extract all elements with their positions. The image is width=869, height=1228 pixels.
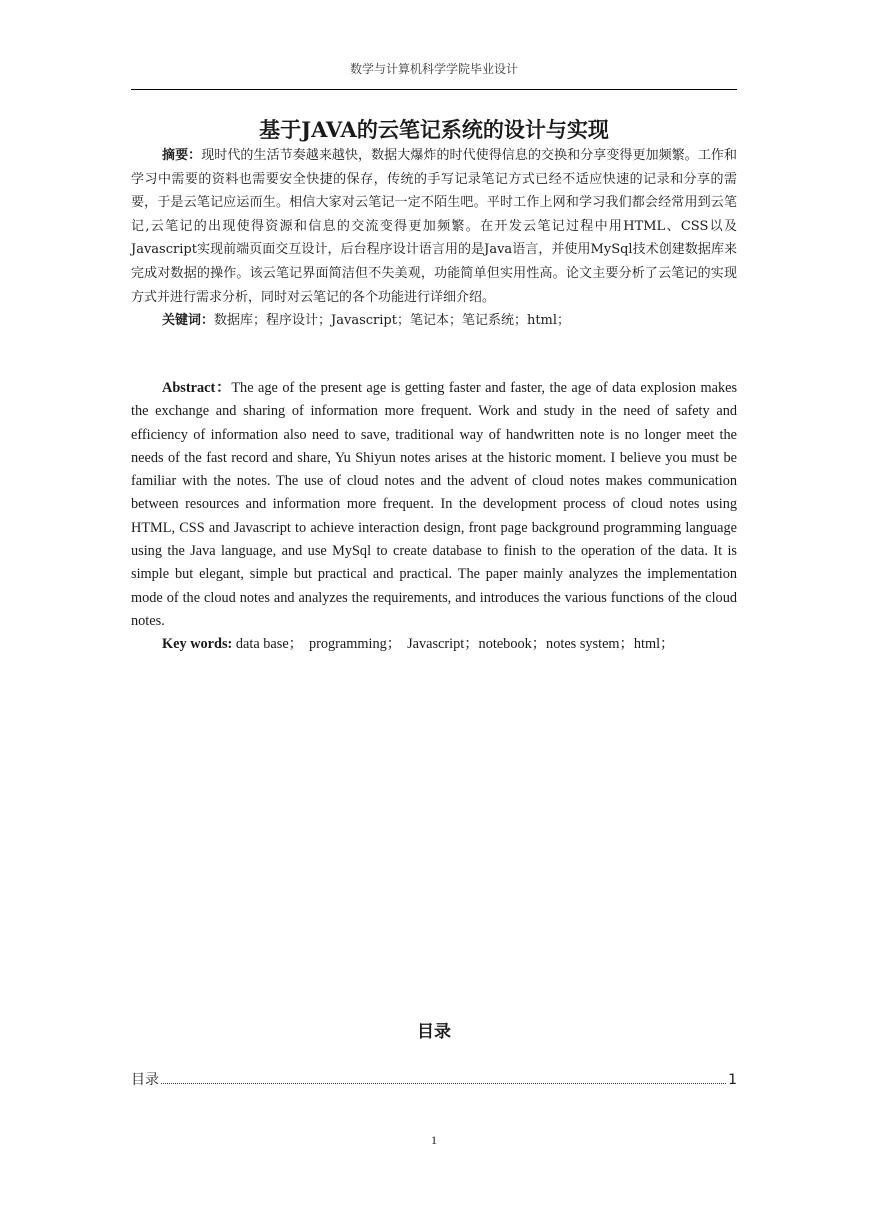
- toc-entry-page: 1: [728, 1072, 737, 1088]
- abstract-text-cn: 现时代的生活节奏越来越快，数据大爆炸的时代使得信息的交换和分享变得更加频繁。工作和学习中需要的资料也需要安全快捷的保存，传统的手写记录笔记方式已经不适应快速的记录和分享的需要，于是云笔记应运而生。相信大家对云笔记一定不陌生吧。平时工作上网和学习我们都会经常用到云笔记,云笔记的出现使得资源和信息的交流变得更加频繁。在开发云笔记过程中用HTML、CSS以及Javascript实现前端页面交互设计，后台程序设计语言用的是Java语言，并使用MySql技术创建数据库来完成对数据的操作。该云笔记界面简洁但不失美观，功能简单但实用性高。论文主要分析了云笔记的实现方式并进行需求分析，同时对云笔记的各个功能进行详细介绍。: [131, 148, 737, 305]
- keyword-item: Javascript；notebook；notes system；html；: [407, 636, 675, 653]
- english-abstract-section: [131, 377, 737, 657]
- keyword-item: data base；: [235, 636, 303, 653]
- english-keywords: [131, 633, 737, 656]
- toc-entry[interactable]: [131, 1069, 737, 1089]
- abstract-label-en: Abstract：: [162, 380, 232, 396]
- keywords-label-cn: 关键词：: [162, 313, 215, 329]
- english-abstract: [131, 377, 737, 633]
- toc-dot-leader: [161, 1083, 726, 1084]
- abstract-text-en: The age of the present age is getting faster and faster, the age of data explosion makes the exchange and sharing of information more frequent. Work and study in the need of safety and efficiency of information also need to save, traditional way of handwritten note is no longer meet the needs of the fast record and share, Yu Shiyun notes arises at the historic moment. I believe you must be familiar with the notes. The use of cloud notes and the advent of cloud notes makes communication between resources and information more frequent. In the development process of cloud notes using HTML, CSS and Javascript to achieve interaction design, front page background programming language using the Java language, and use MySql to create database to finish to the operation of the data. It is simple but elegant, simple but practical and practical. The paper mainly analyzes the implementation mode of the cloud notes and analyzes the requirements, and introduces the various functions of the cloud notes.: [131, 380, 738, 629]
- chinese-abstract: [131, 144, 737, 309]
- keywords-text-cn: 数据库；程序设计；Javascript；笔记本；笔记系统；html；: [214, 313, 571, 329]
- abstract-label-cn: 摘要：: [162, 148, 202, 163]
- running-header: 数学与计算机科学学院毕业设计: [349, 62, 518, 76]
- chinese-keywords: [131, 309, 737, 333]
- document-title: 基于JAVA的云笔记系统的设计与实现: [259, 117, 609, 142]
- keywords-label-en: Key words:: [162, 636, 233, 653]
- toc-heading: 目录: [417, 1022, 451, 1042]
- header-divider: [131, 89, 737, 90]
- keyword-item: programming；: [308, 636, 402, 653]
- page-number: 1: [431, 1133, 437, 1147]
- toc-entry-label: 目录: [131, 1072, 159, 1088]
- chinese-abstract-section: [131, 144, 737, 333]
